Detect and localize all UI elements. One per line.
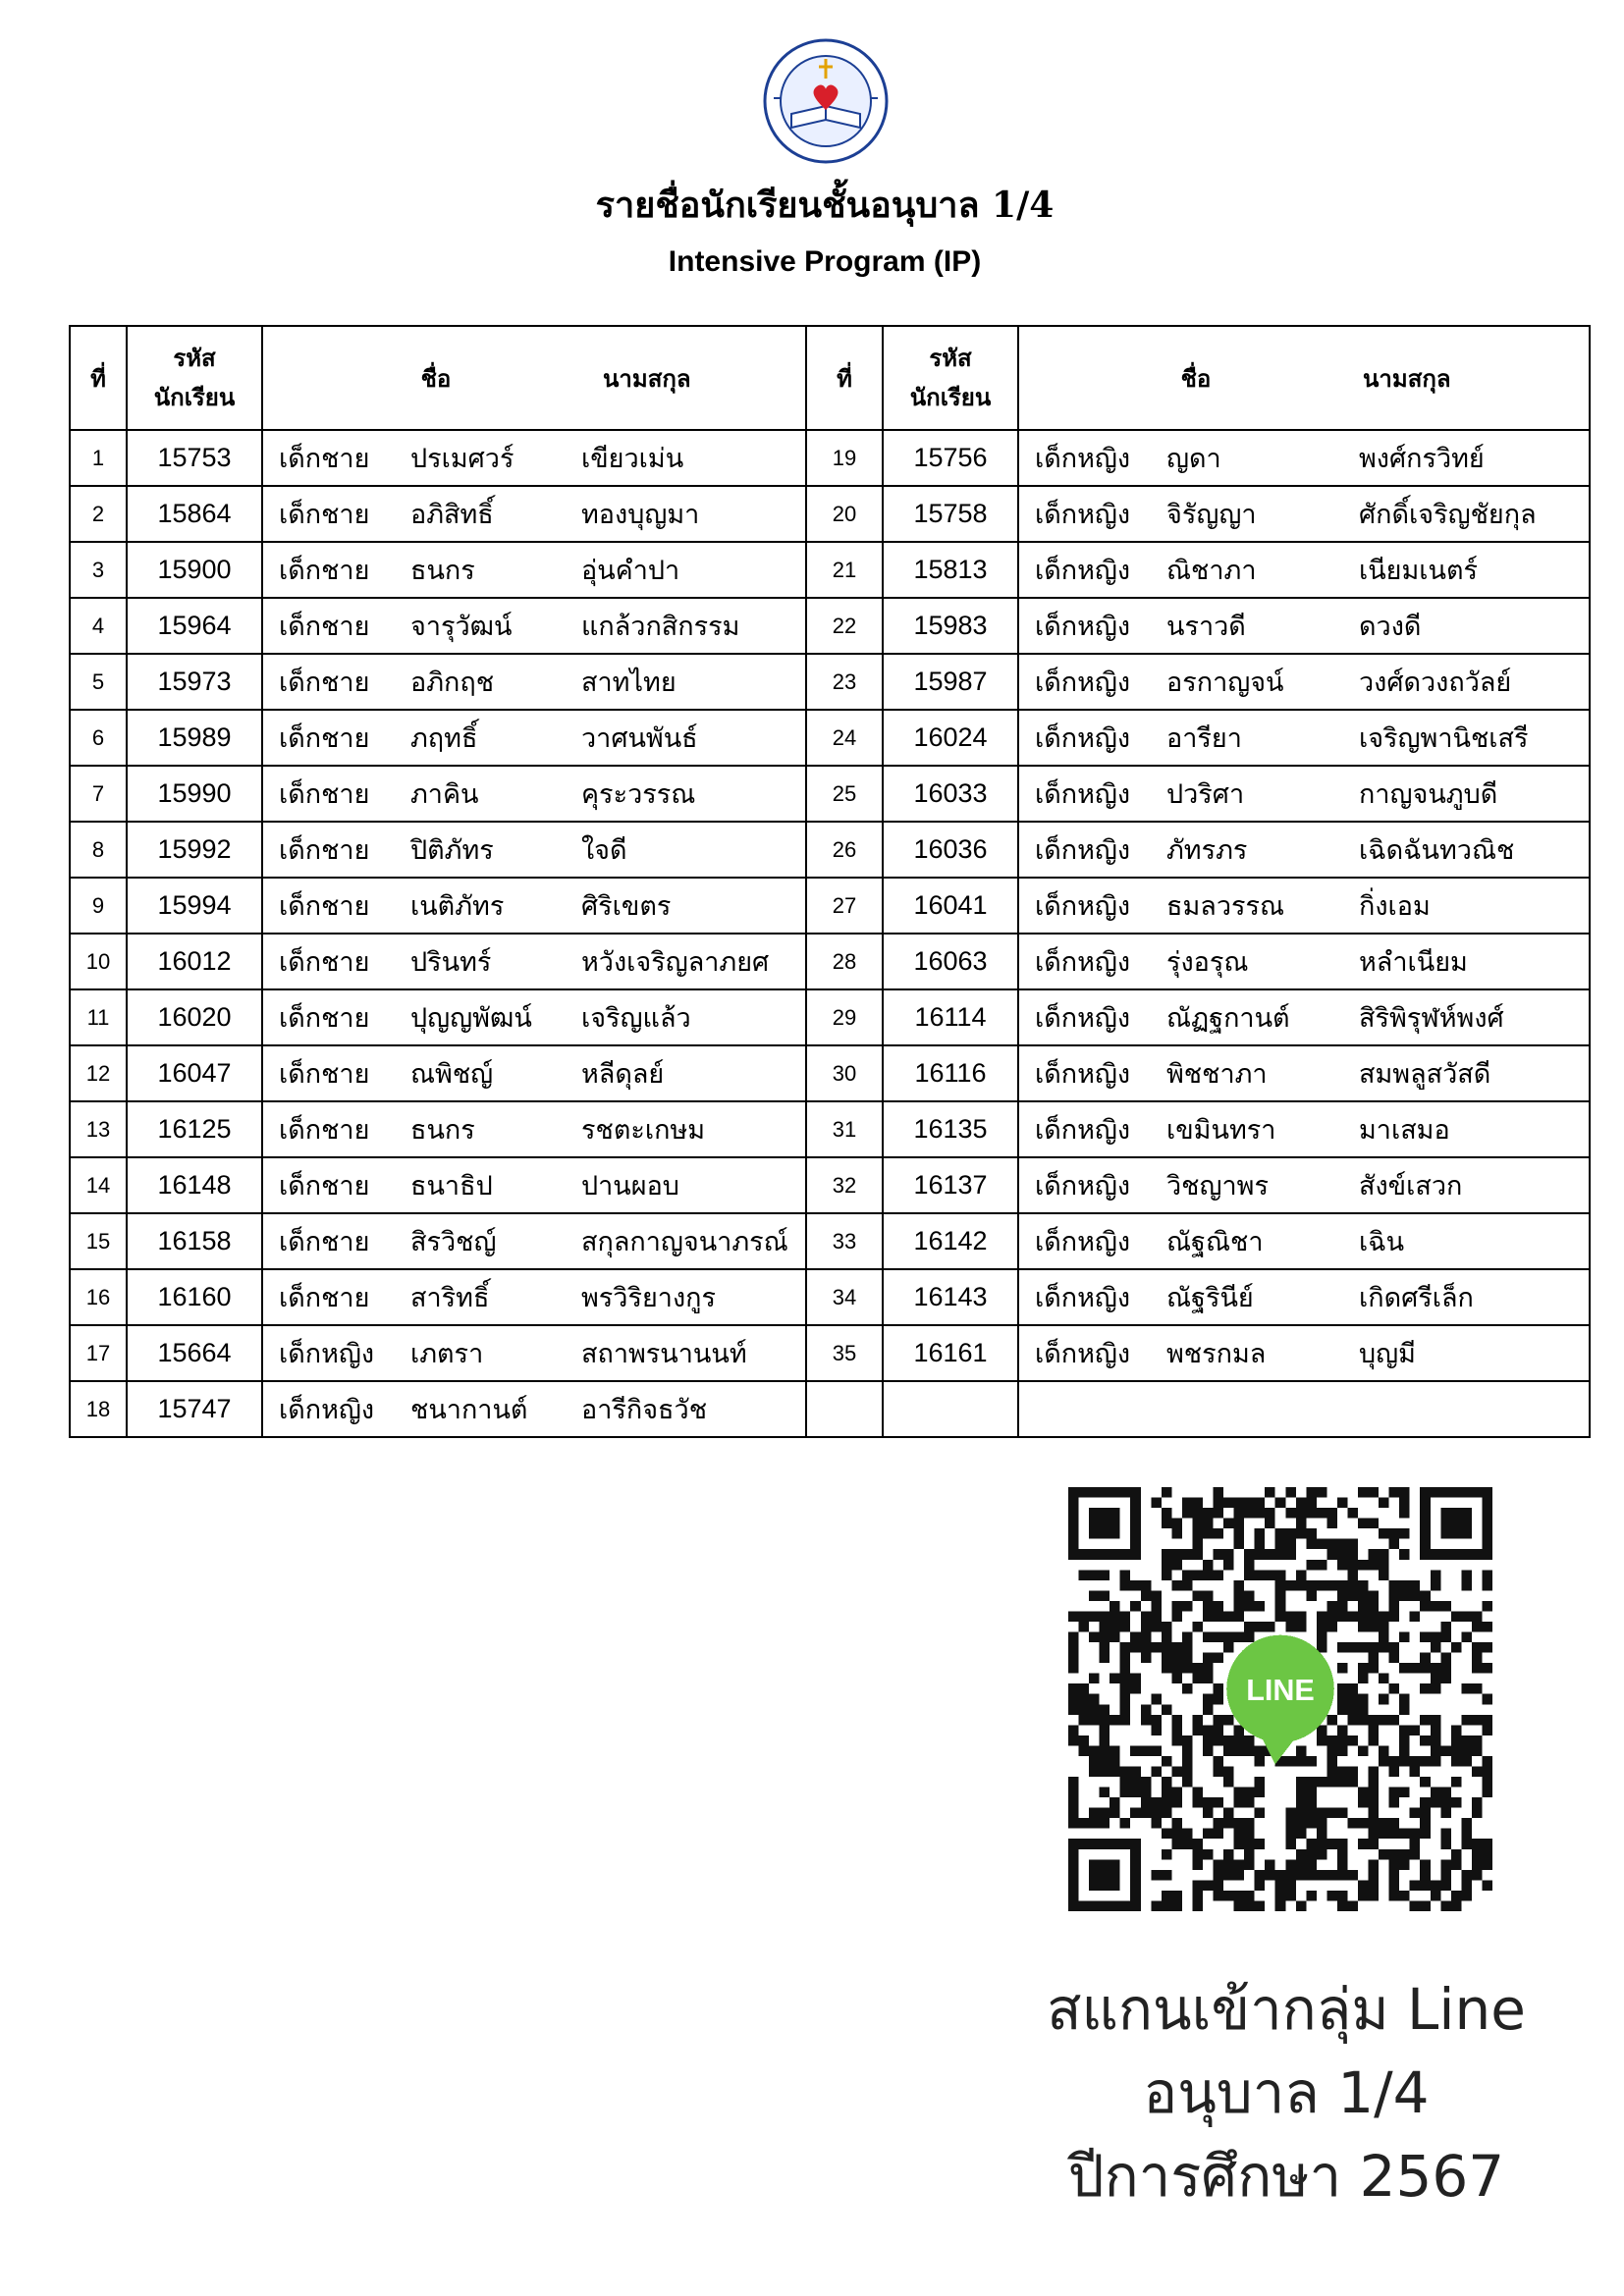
student-name-cell [262,934,806,989]
table-row [70,710,1590,766]
student-name-cell [262,598,806,654]
surname: เขียวเม่น [581,444,684,474]
student-code: 16148 [127,1157,262,1213]
student-name-cell [1018,486,1590,542]
student-name-cell [1018,1381,1590,1437]
surname: สกุลกาญจนาภรณ์ [581,1227,788,1257]
row-number: 11 [70,989,127,1045]
table-row [70,486,1590,542]
name-prefix: เด็กหญิง [1035,1059,1131,1090]
row-number: 16 [70,1269,127,1325]
student-code: 15758 [883,486,1018,542]
student-name-cell [1018,542,1590,598]
name-prefix: เด็กหญิง [1035,612,1131,642]
name-prefix: เด็กหญิง [1035,556,1131,586]
surname: สิริพิรุฬห์พงศ์ [1359,1003,1504,1034]
student-name-cell [262,1325,806,1381]
student-code: 16020 [127,989,262,1045]
name-prefix: เด็กชาย [279,1227,370,1257]
row-number: 23 [806,654,883,710]
header-code-line2-right: นักเรียน [909,383,992,411]
first-name: ปิติภัทร [410,835,494,866]
name-prefix: เด็กหญิง [279,1339,375,1369]
table-row [70,1157,1590,1213]
row-number: 2 [70,486,127,542]
student-code: 15813 [883,542,1018,598]
name-prefix: เด็กหญิง [1035,723,1131,754]
name-prefix: เด็กชาย [279,723,370,754]
row-number: 20 [806,486,883,542]
student-code: 16041 [883,878,1018,934]
name-prefix: เด็กชาย [279,444,370,474]
student-code: 16158 [127,1213,262,1269]
first-name: ณัฏฐกานต์ [1166,1003,1290,1034]
first-name: ณัฐณิชา [1166,1227,1264,1257]
row-number: 14 [70,1157,127,1213]
first-name: ปรเมศวร์ [410,444,514,474]
student-code: 15753 [127,430,262,486]
name-prefix: เด็กหญิง [1035,1339,1131,1369]
row-number [806,1381,883,1437]
first-name: ญดา [1166,444,1221,474]
student-code: 15994 [127,878,262,934]
surname: สังข์เสวก [1359,1171,1463,1201]
row-number: 12 [70,1045,127,1101]
first-name: รุ่งอรุณ [1166,947,1249,978]
student-code: 16143 [883,1269,1018,1325]
surname: คุระวรรณ [581,779,696,810]
student-code: 15989 [127,710,262,766]
student-name-cell [262,1157,806,1213]
header-no-right: ที่ [806,326,883,430]
name-prefix: เด็กหญิง [1035,1115,1131,1146]
row-number: 26 [806,822,883,878]
surname: วงศ์ดวงถวัลย์ [1359,667,1512,698]
student-code: 15990 [127,766,262,822]
table-row [70,766,1590,822]
first-name: ธนกร [410,1115,475,1146]
student-name-cell [262,430,806,486]
student-name-cell [1018,1101,1590,1157]
surname: หลำเนียม [1359,947,1468,978]
surname: ดวงดี [1359,612,1422,642]
student-name-cell [1018,1269,1590,1325]
first-name: ปวริศา [1166,779,1245,810]
first-name: เขมินทรา [1166,1115,1276,1146]
student-name-cell [1018,710,1590,766]
student-name-cell [262,710,806,766]
student-code: 16114 [883,989,1018,1045]
student-name-cell [262,542,806,598]
name-prefix: เด็กชาย [279,1171,370,1201]
surname: เจริญพานิชเสรี [1359,723,1529,754]
first-name: ปรินทร์ [410,947,492,978]
student-code: 16160 [127,1269,262,1325]
student-name-cell [1018,1325,1590,1381]
surname: ศิริเขตร [581,891,672,922]
name-prefix: เด็กหญิง [1035,1003,1131,1034]
student-code: 16024 [883,710,1018,766]
row-number: 10 [70,934,127,989]
surname: มาเสมอ [1359,1115,1450,1146]
student-code: 15756 [883,430,1018,486]
table-row [70,430,1590,486]
row-number: 15 [70,1213,127,1269]
surname: เกิดศรีเล็ก [1359,1283,1474,1313]
table-row [70,1045,1590,1101]
row-number: 4 [70,598,127,654]
surname: พงศ์กรวิทย์ [1359,444,1485,474]
first-name: ภัทรภร [1166,835,1248,866]
surname: บุญมี [1359,1339,1416,1369]
student-code: 16125 [127,1101,262,1157]
table-row [70,654,1590,710]
table-row [70,934,1590,989]
first-name: พิชชาภา [1166,1059,1268,1090]
student-name-cell [262,1269,806,1325]
surname: กิ่งเอม [1359,891,1431,922]
student-name-cell [1018,1213,1590,1269]
surname: ปานผอบ [581,1171,679,1201]
name-prefix: เด็กชาย [279,612,370,642]
student-name-cell [1018,989,1590,1045]
qr-caption-line2: อนุบาล 1/4 [1143,2059,1430,2126]
first-name: นราวดี [1166,612,1246,642]
student-name-cell [1018,430,1590,486]
row-number: 30 [806,1045,883,1101]
student-name-cell [1018,654,1590,710]
name-prefix: เด็กหญิง [1035,667,1131,698]
first-name: ธมลวรรณ [1166,891,1285,922]
name-prefix: เด็กหญิง [1035,1227,1131,1257]
first-name: เภตรา [410,1339,484,1369]
surname: รชตะเกษม [581,1115,706,1146]
first-name: ภาคิน [410,779,479,810]
student-code: 15900 [127,542,262,598]
name-prefix: เด็กชาย [279,779,370,810]
name-prefix: เด็กชาย [279,947,370,978]
name-prefix: เด็กชาย [279,667,370,698]
student-name-cell [262,822,806,878]
header-code-line1-right: รหัส [929,344,972,372]
name-prefix: เด็กชาย [279,1003,370,1034]
first-name: วิชญาพร [1166,1171,1269,1201]
student-name-cell [262,1045,806,1101]
student-code: 15964 [127,598,262,654]
first-name: พชรกมล [1166,1339,1267,1369]
surname: เนียมเนตร์ [1359,556,1479,586]
name-prefix: เด็กหญิง [1035,947,1131,978]
student-name-cell [1018,766,1590,822]
student-code: 15664 [127,1325,262,1381]
student-code: 16047 [127,1045,262,1101]
row-number: 32 [806,1157,883,1213]
surname: สถาพรนานนท์ [581,1339,747,1369]
qr-caption-line1: สแกนเข้ากลุ่ม Line [1047,1976,1526,2043]
table-row [70,1381,1590,1437]
student-code: 15983 [883,598,1018,654]
student-code: 16033 [883,766,1018,822]
table-row [70,1213,1590,1269]
row-number: 5 [70,654,127,710]
student-name-cell [262,766,806,822]
name-prefix: เด็กหญิง [1035,1171,1131,1201]
first-name: สาริทธิ์ [410,1283,490,1313]
row-number: 29 [806,989,883,1045]
svg-text:LINE: LINE [1246,1674,1315,1708]
first-name: ภฤทธิ์ [410,723,478,754]
student-name-cell [1018,1045,1590,1101]
student-code: 16142 [883,1213,1018,1269]
qr-caption-line3: ปีการศึกษา 2567 [1067,2143,1505,2210]
row-number: 7 [70,766,127,822]
table-row [70,878,1590,934]
surname: พรวิริยางกูร [581,1283,716,1313]
table-row [70,1269,1590,1325]
row-number: 31 [806,1101,883,1157]
table-row [70,989,1590,1045]
school-emblem-icon [762,37,890,165]
table-row [70,1325,1590,1381]
student-name-cell [262,486,806,542]
header-name-surname [262,326,806,430]
row-number: 22 [806,598,883,654]
student-code: 16135 [883,1101,1018,1157]
first-name: ณัฐรินีย์ [1166,1283,1254,1313]
row-number: 24 [806,710,883,766]
header-name-surname-right [1018,326,1590,430]
student-name-cell [262,1381,806,1437]
first-name: อภิสิทธิ์ [410,500,494,530]
row-number: 21 [806,542,883,598]
student-roster-table [69,325,1591,1438]
first-name: อรกาญจน์ [1166,667,1284,698]
table-row [70,1101,1590,1157]
row-number: 34 [806,1269,883,1325]
surname: หลีดุลย์ [581,1059,665,1090]
first-name: ธนกร [410,556,475,586]
surname: เฉิน [1359,1227,1405,1257]
student-name-cell [1018,822,1590,878]
header-code-line1: รหัส [173,344,216,372]
student-name-cell [1018,1157,1590,1213]
row-number: 17 [70,1325,127,1381]
name-prefix: เด็กชาย [279,1059,370,1090]
name-prefix: เด็กหญิง [279,1395,375,1425]
student-code: 15747 [127,1381,262,1437]
first-name: ธนาธิป [410,1171,493,1201]
row-number: 1 [70,430,127,486]
header-no: ที่ [70,326,127,430]
first-name: ณิชาภา [1166,556,1257,586]
first-name: อารียา [1166,723,1242,754]
row-number: 33 [806,1213,883,1269]
first-name: ณพิชญ์ [410,1059,494,1090]
name-prefix: เด็กหญิง [1035,1283,1131,1313]
line-qr-code[interactable] [1068,1487,1492,1911]
surname: สมพลูสวัสดี [1359,1059,1491,1090]
row-number: 28 [806,934,883,989]
surname: เฉิดฉันทวณิช [1359,835,1515,866]
student-code: 15992 [127,822,262,878]
first-name: จิรัญญา [1166,500,1257,530]
row-number: 9 [70,878,127,934]
student-name-cell [262,1213,806,1269]
name-prefix: เด็กหญิง [1035,835,1131,866]
student-code: 16137 [883,1157,1018,1213]
row-number: 19 [806,430,883,486]
surname: อารีกิจธวัช [581,1395,708,1425]
row-number: 6 [70,710,127,766]
header-code [127,326,262,430]
header-code-line2: นักเรียน [153,383,236,411]
row-number: 8 [70,822,127,878]
row-number: 25 [806,766,883,822]
surname: วาศนพันธ์ [581,723,698,754]
surname: อุ่นคำปา [581,556,680,586]
row-number: 27 [806,878,883,934]
name-prefix: เด็กหญิง [1035,779,1131,810]
student-name-cell [262,989,806,1045]
table-row [70,598,1590,654]
page-title: รายชื่อนักเรียนชั้นอนุบาล 1/4 [595,185,1055,226]
name-prefix: เด็กชาย [279,1115,370,1146]
first-name: สิรวิชญ์ [410,1227,497,1257]
name-prefix: เด็กชาย [279,500,370,530]
row-number: 18 [70,1381,127,1437]
surname: ใจดี [581,835,627,866]
table-row [70,542,1590,598]
header-surname-right: นามสกุล [1363,363,1451,393]
student-code: 15987 [883,654,1018,710]
surname: กาญจนภูบดี [1359,779,1498,810]
student-name-cell [262,654,806,710]
row-number: 13 [70,1101,127,1157]
student-name-cell [1018,878,1590,934]
surname: ศักดิ์เจริญชัยกุล [1359,500,1537,530]
name-prefix: เด็กหญิง [1035,891,1131,922]
table-row [70,822,1590,878]
first-name: ปุญญพัฒน์ [410,1003,532,1034]
student-name-cell [262,1101,806,1157]
name-prefix: เด็กชาย [279,891,370,922]
header-name: ชื่อ [420,363,452,393]
first-name: จารุวัฒน์ [410,612,513,642]
header-code-right [883,326,1018,430]
name-prefix: เด็กหญิง [1035,500,1131,530]
surname: สาทไทย [581,667,677,698]
name-prefix: เด็กชาย [279,835,370,866]
first-name: เนติภัทร [410,891,505,922]
student-code: 16012 [127,934,262,989]
student-name-cell [262,878,806,934]
student-code: 15864 [127,486,262,542]
page-subtitle: Intensive Program (IP) [668,245,982,278]
table-header-row [70,326,1590,430]
first-name: อภิกฤช [410,667,495,698]
header-name-right: ชื่อ [1180,363,1212,393]
surname: หวังเจริญลาภยศ [581,947,770,978]
name-prefix: เด็กชาย [279,556,370,586]
student-code: 15973 [127,654,262,710]
student-code [883,1381,1018,1437]
surname: เจริญแล้ว [581,1003,691,1034]
row-number: 35 [806,1325,883,1381]
student-name-cell [1018,598,1590,654]
student-code: 16036 [883,822,1018,878]
header-surname: นามสกุล [603,363,691,393]
row-number: 3 [70,542,127,598]
student-code: 16116 [883,1045,1018,1101]
surname: แกล้วกสิกรรม [581,612,740,642]
student-code: 16161 [883,1325,1018,1381]
student-name-cell [1018,934,1590,989]
name-prefix: เด็กชาย [279,1283,370,1313]
surname: ทองบุญมา [581,500,700,530]
name-prefix: เด็กหญิง [1035,444,1131,474]
student-code: 16063 [883,934,1018,989]
first-name: ชนากานต์ [410,1395,528,1425]
